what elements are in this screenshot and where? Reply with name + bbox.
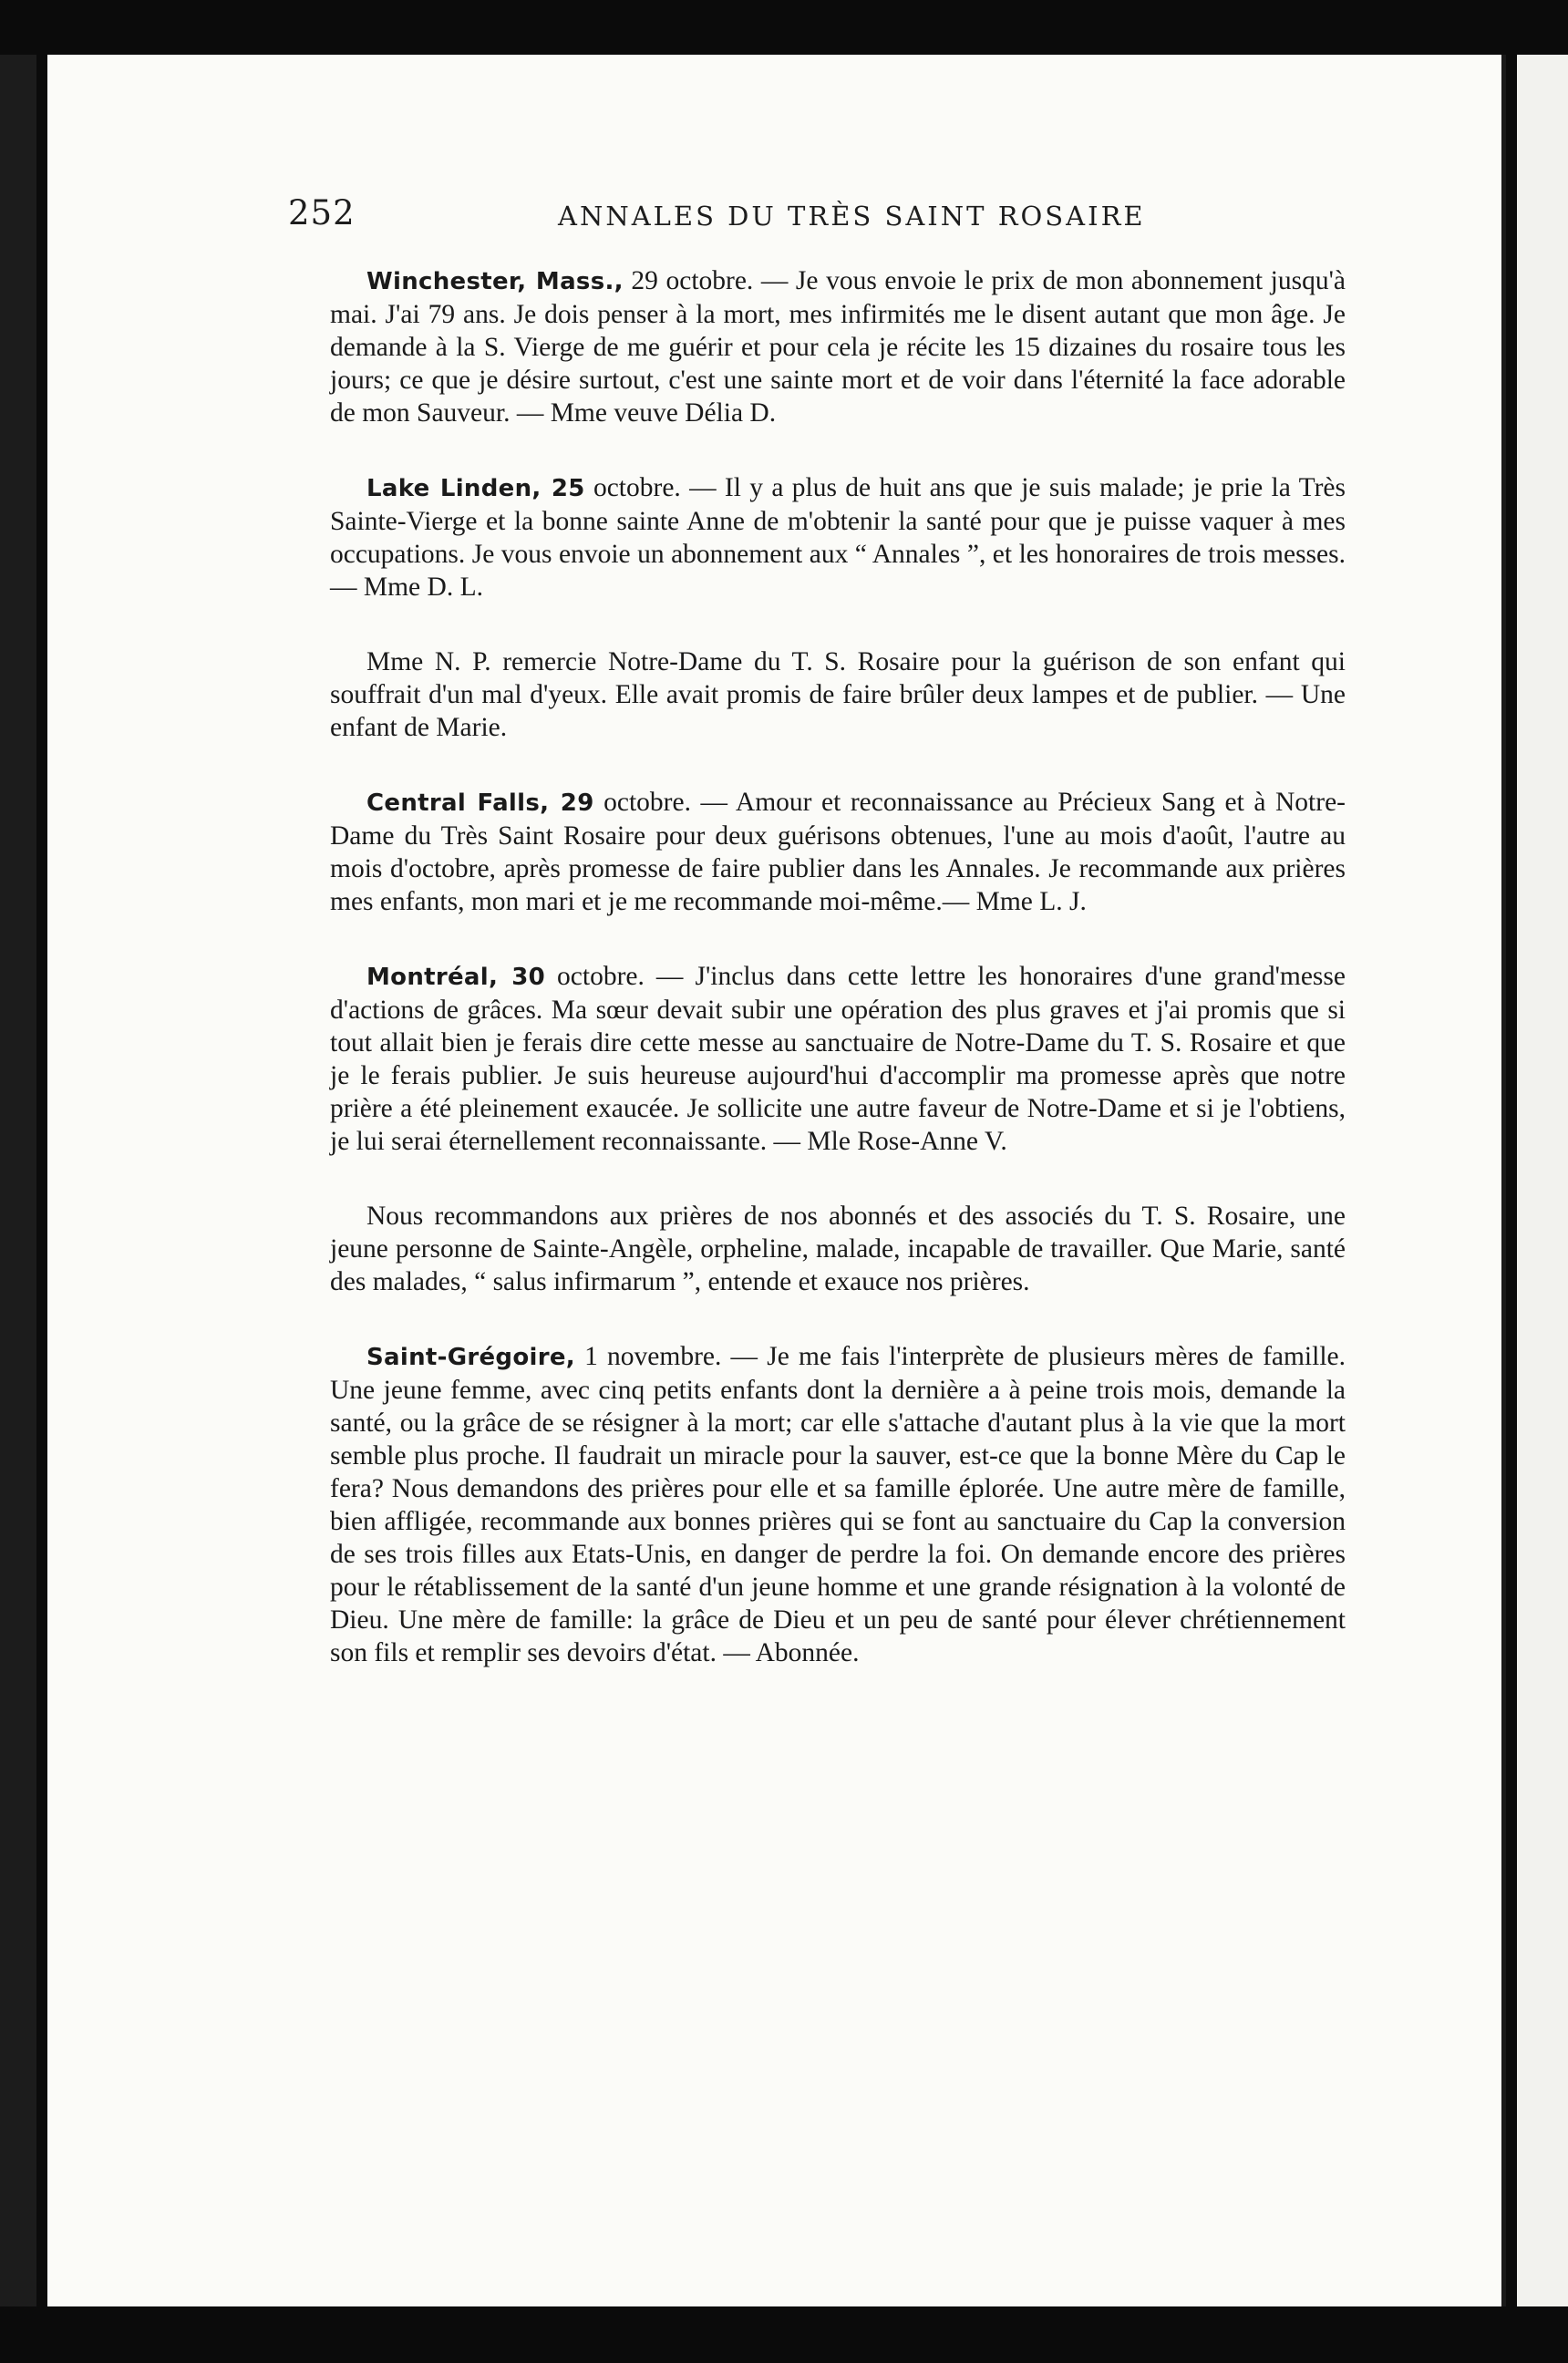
- place-name: Winchester, Mass.,: [366, 268, 624, 295]
- letter-paragraph: [330, 1340, 1346, 1669]
- paragraph-text: 1 novembre. — Je me fais l'interprète de plusieurs mères de famille. Une jeune femme, avec cinq petits enfants dont la dernière a à peine trois mois, demande la santé, ou la grâce de se résigner à la mort; car elle s'attache d'autant plus à la vie que la mort semble plus proche. Il faudrait un miracle pour la sauver, est-ce que la bonne Mère du Cap le fera? Nous demandons des prières pour elle et sa famille éplorée. Une autre mère de famille, bien affligée, recommande aux bonnes prières qui se font au sanctuaire du Cap la conversion de ses trois filles aux Etats-Unis, en danger de perdre la foi. On demande encore des prières pour le rétablissement de la santé d'un jeune homme et une grande résignation à la volonté de Dieu. Une mère de famille: la grâce de Dieu et un peu de santé pour élever chrétiennement son fils et remplir ses devoirs d'état. — Abonnée.: [330, 1342, 1346, 1667]
- place-name: Lake Linden, 25: [366, 475, 585, 502]
- letter-paragraph: [330, 264, 1346, 429]
- facing-page-edge: [1517, 55, 1568, 2306]
- letter-paragraph: [330, 786, 1346, 918]
- paragraph-text: Mme N. P. remercie Notre-Dame du T. S. Rosaire pour la guérison de son enfant qui souffrait d'un mal d'yeux. Elle avait promis de faire brûler deux lampes et de publier. — Une enfant de Marie.: [330, 647, 1346, 742]
- letter-paragraph: [330, 645, 1346, 744]
- paragraph-text: octobre. — J'inclus dans cette lettre les honoraires d'une grand'messe d'actions de grâces. Ma sœur devait subir une opération des plus graves et j'ai promis que si tout allait bien je ferais dire cette messe au sanctuaire de Notre-Dame du T. S. Rosaire et que je le ferais publier. Je suis heureuse aujourd'hui d'accomplir ma promesse après que notre prière a été pleinement exaucée. Je sollicite une autre faveur de Notre-Dame et si je l'obtiens, je lui serai éternellement reconnaissante. — Mle Rose-Anne V.: [330, 962, 1346, 1156]
- paragraph-text: 29 octobre. — Je vous envoie le prix de mon abonnement jusqu'à mai. J'ai 79 ans. Je dois penser à la mort, mes infirmités me le disent autant que mon âge. Je demande à la S. Vierge de me guérir et pour cela je récite les 15 dizaines du rosaire tous les jours; ce que je désire surtout, c'est une sainte mort et de voir dans l'éternité la face adorable de mon Sauveur. — Mme veuve Délia D.: [330, 266, 1346, 428]
- paragraph-text: octobre. — Il y a plus de huit ans que je suis malade; je prie la Très Sainte-Vierge et la bonne sainte Anne de m'obtenir la santé pour que je puisse vaquer à mes occupations. Je vous envoie un abonnement aux “ Annales ”, et les honoraires de trois messes. — Mme D. L.: [330, 473, 1346, 602]
- letter-paragraph: [330, 471, 1346, 604]
- running-title: ANNALES DU TRÈS SAINT ROSAIRE: [558, 201, 1146, 232]
- place-name: Saint-Grégoire,: [366, 1344, 575, 1371]
- place-name: Central Falls, 29: [366, 789, 594, 817]
- scan-margin-left: [0, 55, 36, 2306]
- letter-paragraph: [330, 1200, 1346, 1298]
- page-content: [330, 264, 1346, 1711]
- letter-paragraph: [330, 960, 1346, 1158]
- place-name: Montréal, 30: [366, 964, 545, 991]
- paragraph-text: Nous recommandons aux prières de nos abonnés et des associés du T. S. Rosaire, une jeune personne de Sainte-Angèle, orpheline, malade, incapable de travailler. Que Marie, santé des malades, “ salus infirmarum ”, entende et exauce nos prières.: [330, 1202, 1346, 1296]
- paragraph-text: octobre. — Amour et reconnaissance au Précieux Sang et à Notre-Dame du Très Saint Rosaire pour deux guérisons obtenues, l'une au mois d'août, l'autre au mois d'octobre, après promesse de faire publier dans les Annales. Je recommande aux prières mes enfants, mon mari et je me recommande moi-même.— Mme L. J.: [330, 788, 1346, 916]
- running-head: [288, 193, 1355, 239]
- page-number: 252: [288, 193, 356, 232]
